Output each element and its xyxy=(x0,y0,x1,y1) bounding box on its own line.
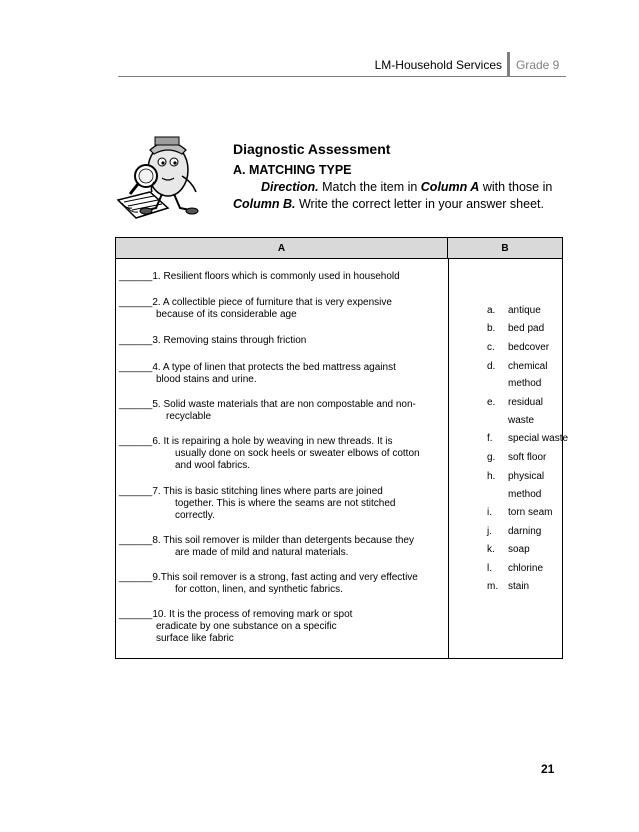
question-3 xyxy=(119,335,306,347)
question-line: usually done on sock heels or sweater elbows of cotton xyxy=(175,448,420,459)
column-divider xyxy=(448,259,449,659)
question-line: and wool fabrics. xyxy=(175,460,251,471)
column-a-ref: Column A xyxy=(420,180,480,194)
question-line: surface like fabric xyxy=(156,633,234,644)
question-line: for cotton, linen, and synthetic fabrics. xyxy=(175,584,343,595)
question-line: are made of mild and natural materials. xyxy=(175,547,349,558)
question-5 xyxy=(119,399,416,423)
question-line: because of its considerable age xyxy=(156,309,297,320)
header-title: LM-Household Services xyxy=(374,58,502,72)
question-line: ______10. It is the process of removing mark or spot xyxy=(119,609,353,620)
question-4 xyxy=(119,362,396,386)
section-subtitle: A. MATCHING TYPE xyxy=(233,163,352,177)
header-grade: Grade 9 xyxy=(516,58,560,72)
question-line: ______8. This soil remover is milder than detergents because they xyxy=(119,535,414,546)
header-separator xyxy=(507,52,510,76)
question-7 xyxy=(119,486,396,522)
question-line: blood stains and urine. xyxy=(156,374,257,385)
question-line: correctly. xyxy=(175,510,215,521)
question-line: ______9.This soil remover is a strong, fast acting and very effective xyxy=(119,572,418,583)
question-line: together. This is where the seams are not stitched xyxy=(175,498,396,509)
direction-text xyxy=(233,179,553,213)
question-line: ______7. This is basic stitching lines where parts are joined xyxy=(119,486,383,497)
direction-text-2: with those in xyxy=(479,180,553,194)
question-line: ______6. It is repairing a hole by weaving in new threads. It is xyxy=(119,436,393,447)
column-b-header: B xyxy=(448,238,562,259)
question-line: eradicate by one substance on a specific xyxy=(156,621,337,632)
question-6 xyxy=(119,436,420,472)
matching-table: A B ______1. Resilient floors which is commonly used in household ______2. A collectible piece of furniture that is very expensive because of its considerable age ______3. Removing stains through friction ______4. A type of linen that protects the bed mattress against blood stains and urine. ______5. Solid waste materials that are non compostable and non- recyclable ______6. It is repairing a hole by weaving in new threads. It is usually done on sock heels or sweater elbows of cotton and wool fabrics. ______7. This is basic stitching lines where parts are joined together. This is where the seams are not stitched correctly. ______8. This soil remover is milder than detergents because they are made of mild and natural materials. ______9.This soil remover is a strong, fast acting and very effective for cotton, linen, and synthetic fabrics. ______10. It is the process of removing mark or spot eradicate by one substance on a specific surface like fabric a. antique b. bed pad c. bedcover d. chemical method e. residual waste f. special waste g. soft floor h. physical method i. torn seam j. darning k. soap l. chlorine m. stain xyxy=(115,237,563,659)
question-10 xyxy=(119,609,352,645)
direction-text-1: Match the item in xyxy=(318,180,421,194)
assessment-title: Diagnostic Assessment xyxy=(233,141,391,157)
detective-magnifier-icon xyxy=(110,130,222,222)
page-header xyxy=(0,52,639,76)
column-b-ref: Column B. xyxy=(233,197,296,211)
direction-label: Direction. xyxy=(261,180,319,194)
question-line: ______2. A collectible piece of furniture that is very expensive xyxy=(119,297,392,308)
question-line: ______3. Removing stains through friction xyxy=(119,335,307,346)
direction-text-3: Write the correct letter in your answer sheet. xyxy=(295,197,544,211)
page-number: 21 xyxy=(541,762,555,776)
column-a-header: A xyxy=(116,238,448,259)
question-line: ______1. Resilient floors which is commonly used in household xyxy=(119,271,400,282)
question-line: recyclable xyxy=(166,411,212,422)
header-rule xyxy=(118,76,566,77)
question-9 xyxy=(119,572,418,596)
question-line: ______4. A type of linen that protects the bed mattress against xyxy=(119,362,396,373)
question-8 xyxy=(119,535,414,559)
question-1 xyxy=(119,271,400,283)
question-line: ______5. Solid waste materials that are non compostable and non- xyxy=(119,399,416,410)
question-2 xyxy=(119,297,392,321)
